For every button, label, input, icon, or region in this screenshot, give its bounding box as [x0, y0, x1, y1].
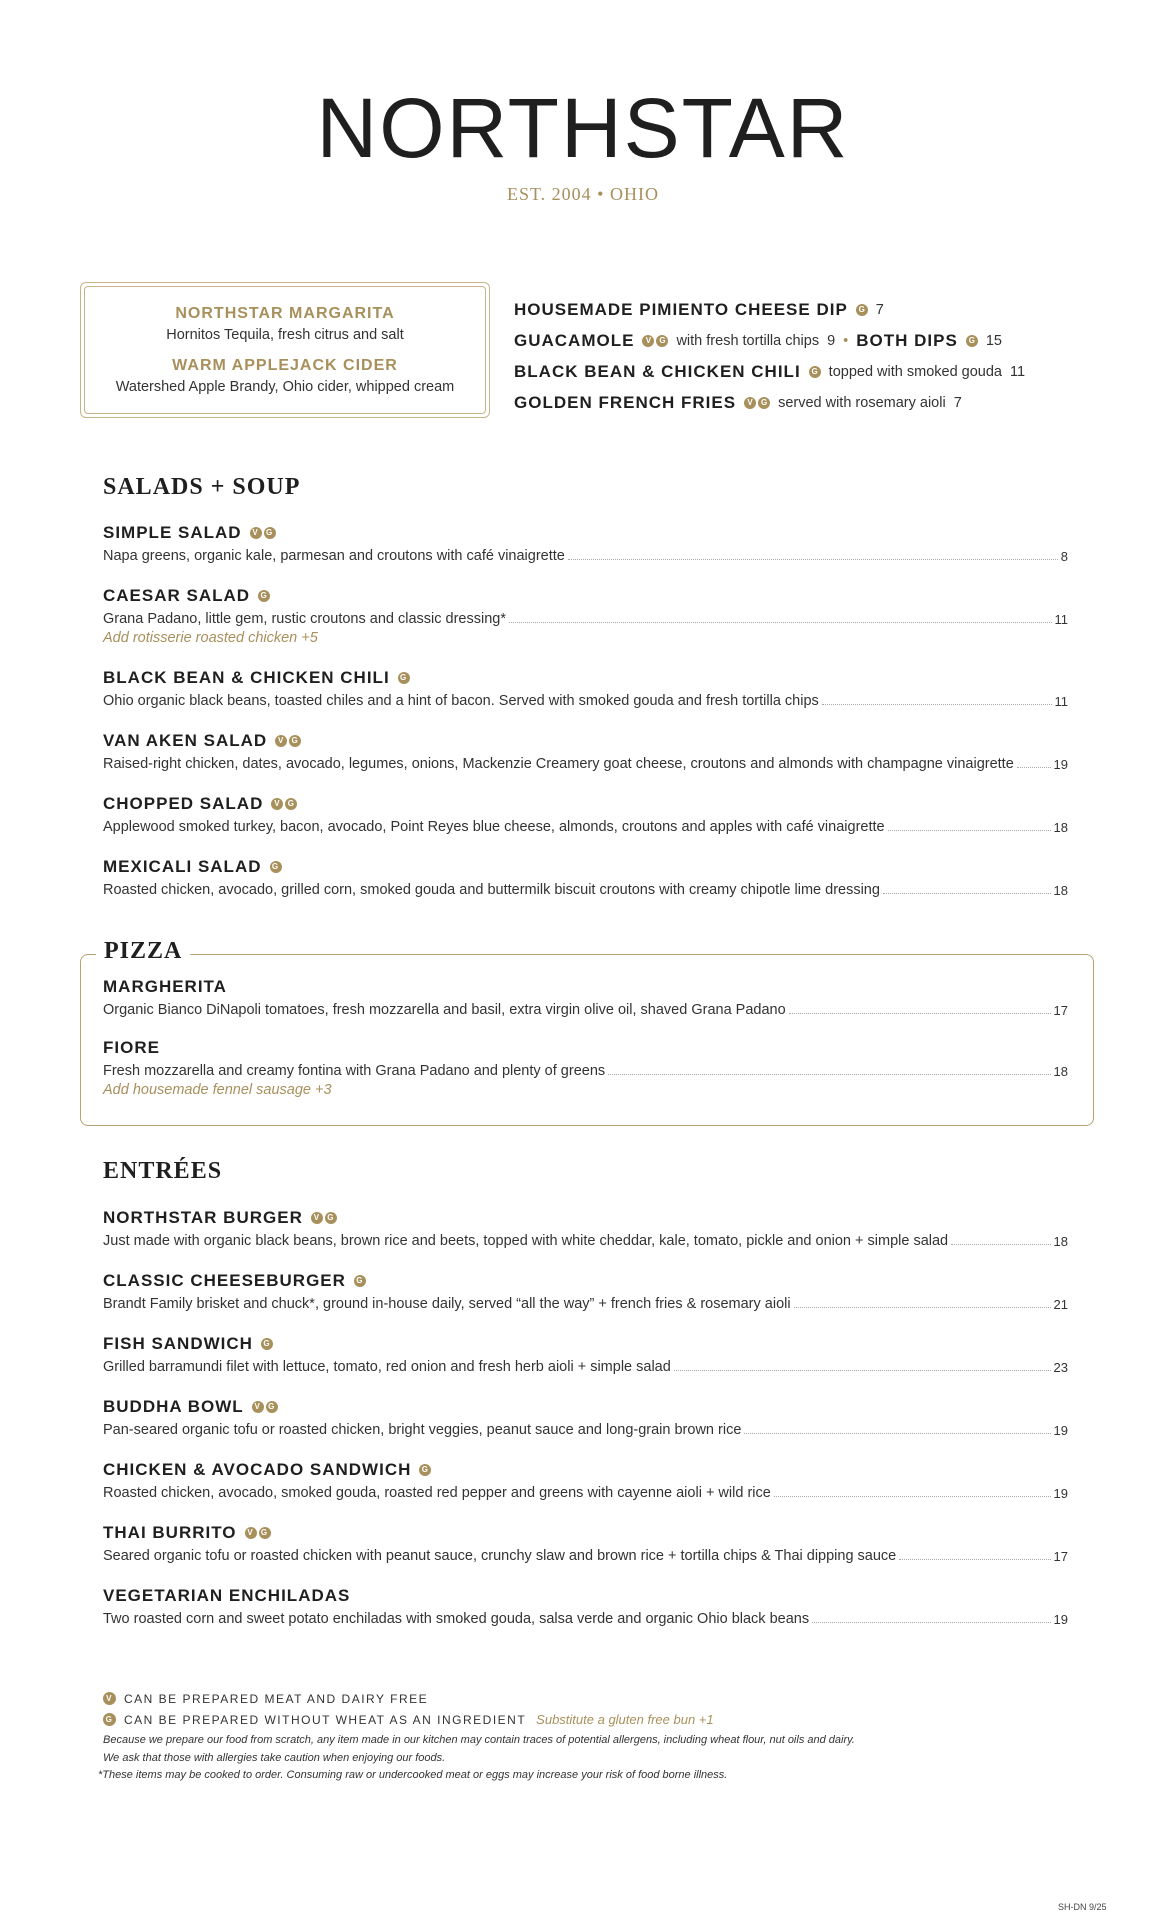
- gluten-free-badge-icon: G: [354, 1275, 366, 1287]
- disclaimer-line: *These items may be cooked to order. Consuming raw or undercooked meat or eggs may increase your risk of food borne illness.: [98, 1769, 728, 1781]
- menu-item-line: [103, 752, 1068, 772]
- menu-code: SH-DN 9/25: [1058, 1902, 1107, 1912]
- menu-item-title: VAN AKEN SALAD: [103, 731, 268, 750]
- diet-badges: [258, 590, 270, 602]
- menu-item-description: Just made with organic black beans, brown rice and beets, topped with white cheddar, kale, tomato, pickle and onion + simple salad: [103, 1233, 949, 1249]
- menu-item-price: 19: [1053, 1612, 1068, 1627]
- entrees-section-title: ENTRÉES: [103, 1158, 223, 1184]
- legend-v-label: CAN BE PREPARED MEAT AND DAIRY FREE: [124, 1691, 429, 1706]
- gluten-free-badge-icon: G: [398, 672, 410, 684]
- menu-item-title: BUDDHA BOWL: [103, 1397, 244, 1416]
- drink-description: Watershed Apple Brandy, Ohio cider, whipped cream: [115, 379, 455, 395]
- allergen-disclaimer: [98, 1732, 855, 1785]
- menu-item-name: [103, 585, 1068, 607]
- diet-badges: [856, 304, 868, 316]
- drink-name: NORTHSTAR MARGARITA: [175, 305, 395, 322]
- starter-description: with fresh tortilla chips: [676, 332, 820, 349]
- vegan-badge-icon: V: [245, 1527, 257, 1539]
- menu-item-name: [103, 1207, 1068, 1229]
- menu-item: [103, 730, 1068, 772]
- menu-item-description: Roasted chicken, avocado, smoked gouda, roasted red pepper and greens with cayenne aioli + wild rice: [103, 1485, 771, 1501]
- drink-item: [81, 305, 489, 343]
- menu-item-title: MEXICALI SALAD: [103, 857, 262, 876]
- menu-item-line: [103, 1544, 1068, 1564]
- menu-item-name: [103, 1396, 1068, 1418]
- menu-item-name: [103, 522, 1068, 544]
- gluten-free-badge-icon: G: [266, 1401, 278, 1413]
- menu-item-name: [103, 1459, 1068, 1481]
- gluten-free-badge-icon: G: [325, 1212, 337, 1224]
- vegan-badge-icon: V: [275, 735, 287, 747]
- starter-price: 9: [827, 332, 836, 349]
- menu-item-description: Grilled barramundi filet with lettuce, tomato, red onion and fresh herb aioli + simple salad: [103, 1359, 671, 1375]
- menu-item-price: 18: [1053, 820, 1068, 835]
- starter-description: served with rosemary aioli: [778, 394, 946, 411]
- starter-name: GOLDEN FRENCH FRIES: [514, 392, 737, 412]
- disclaimer-line: Because we prepare our food from scratch, any item made in our kitchen may contain traces of potential allergens, including wheat flour, nut oils and dairy.: [103, 1734, 855, 1746]
- gluten-free-badge-icon: G: [103, 1713, 116, 1726]
- drink-name: WARM APPLEJACK CIDER: [172, 357, 398, 374]
- menu-item-price: 21: [1053, 1297, 1068, 1312]
- menu-item-line: [103, 544, 1068, 564]
- menu-item-line: [103, 1418, 1068, 1438]
- disclaimer-line: We ask that those with allergies take caution when enjoying our foods.: [103, 1751, 446, 1764]
- pizza-section-title: PIZZA: [96, 938, 190, 965]
- gluten-free-badge-icon: G: [285, 798, 297, 810]
- diet-badges: [419, 1464, 431, 1476]
- menu-item: [103, 793, 1068, 835]
- menu-item-description: Applewood smoked turkey, bacon, avocado, Point Reyes blue cheese, almonds, croutons and apples with café vinaigrette: [103, 819, 885, 835]
- diet-badges: [809, 366, 821, 378]
- menu-item: [103, 667, 1068, 709]
- menu-item-price: 18: [1053, 883, 1068, 898]
- menu-item-description: Roasted chicken, avocado, grilled corn, smoked gouda and buttermilk biscuit croutons with creamy chipotle lime dressing: [103, 882, 880, 898]
- menu-item-title: NORTHSTAR BURGER: [103, 1208, 303, 1227]
- menu-item-price: 11: [1054, 612, 1068, 627]
- menu-item-price: 23: [1053, 1360, 1068, 1375]
- menu-item-line: [103, 1607, 1068, 1627]
- starter-name: HOUSEMADE PIMIENTO CHEESE DIP: [514, 299, 848, 319]
- gluten-free-badge-icon: G: [264, 527, 276, 539]
- menu-item: [103, 976, 1068, 1018]
- vegan-badge-icon: V: [744, 397, 756, 409]
- menu-item-name: [103, 1585, 1068, 1607]
- gluten-free-badge-icon: G: [656, 335, 668, 347]
- menu-item: [103, 1037, 1068, 1098]
- menu-item: [103, 1522, 1068, 1564]
- menu-item-description: Grana Padano, little gem, rustic croutons and classic dressing*: [103, 611, 506, 627]
- established-tagline: EST. 2004 • OHIO: [507, 184, 659, 204]
- dotted-leader: [888, 830, 1051, 831]
- vegan-badge-icon: V: [250, 527, 262, 539]
- gluten-free-badge-icon: G: [270, 861, 282, 873]
- legend-row-g: [103, 1709, 1103, 1730]
- salads-list: [103, 522, 1068, 919]
- dotted-leader: [774, 1496, 1051, 1497]
- separator-dot-icon: •: [843, 332, 849, 349]
- vegan-badge-icon: V: [311, 1212, 323, 1224]
- vegan-badge-icon: V: [103, 1692, 116, 1705]
- menu-item-price: 11: [1054, 694, 1068, 709]
- diet-badges: [744, 397, 770, 409]
- menu-item: [103, 1270, 1068, 1312]
- dotted-leader: [509, 622, 1052, 623]
- menu-item-title: CHICKEN & AVOCADO SANDWICH: [103, 1460, 412, 1479]
- menu-item-line: [103, 1059, 1068, 1079]
- gluten-free-badge-icon: G: [289, 735, 301, 747]
- diet-badges: [261, 1338, 273, 1350]
- menu-item-name: [103, 1270, 1068, 1292]
- menu-item-price: 17: [1053, 1003, 1068, 1018]
- menu-item-line: [103, 815, 1068, 835]
- vegan-badge-icon: V: [252, 1401, 264, 1413]
- menu-item-line: [103, 1355, 1068, 1375]
- diet-badges: [398, 672, 410, 684]
- legend-g-label: CAN BE PREPARED WITHOUT WHEAT AS AN INGREDIENT: [124, 1712, 527, 1727]
- menu-item-name: [103, 1037, 1068, 1059]
- menu-item-line: [103, 607, 1068, 627]
- diet-badges: [245, 1527, 271, 1539]
- gluten-free-badge-icon: G: [258, 590, 270, 602]
- menu-item-line: [103, 1481, 1068, 1501]
- salads-section-title: SALADS + SOUP: [103, 474, 301, 500]
- menu-item-title: BLACK BEAN & CHICKEN CHILI: [103, 668, 390, 687]
- menu-item-addon: Add housemade fennel sausage +3: [103, 1082, 332, 1098]
- menu-item-description: Raised-right chicken, dates, avocado, legumes, onions, Mackenzie Creamery goat cheese, croutons and almonds with champagne vinaigrette: [103, 756, 1014, 772]
- menu-item-price: 18: [1053, 1234, 1068, 1249]
- diet-badges: [271, 798, 297, 810]
- gluten-free-badge-icon: G: [261, 1338, 273, 1350]
- menu-item-name: [103, 856, 1068, 878]
- dotted-leader: [812, 1622, 1050, 1623]
- starters-list: [514, 294, 1114, 418]
- menu-item-description: Organic Bianco DiNapoli tomatoes, fresh mozzarella and basil, extra virgin olive oil, shaved Grana Padano: [103, 1002, 786, 1018]
- menu-item-line: [103, 998, 1068, 1018]
- menu-item-title: SIMPLE SALAD: [103, 523, 242, 542]
- dotted-leader: [789, 1013, 1051, 1014]
- dotted-leader: [1017, 767, 1051, 768]
- menu-item-price: 19: [1053, 1486, 1068, 1501]
- gluten-free-badge-icon: G: [856, 304, 868, 316]
- drinks-box: [80, 282, 490, 418]
- menu-item-line: [103, 878, 1068, 898]
- menu-item: [103, 1333, 1068, 1375]
- menu-item: [103, 522, 1068, 564]
- menu-item-price: 17: [1053, 1549, 1068, 1564]
- starter-name: GUACAMOLE: [514, 330, 635, 350]
- menu-item-price: 19: [1053, 1423, 1068, 1438]
- dotted-leader: [951, 1244, 1050, 1245]
- dietary-legend: [103, 1688, 1103, 1730]
- menu-item-name: [103, 976, 1068, 998]
- menu-item-name: [103, 793, 1068, 815]
- menu-item-description: Two roasted corn and sweet potato enchiladas with smoked gouda, salsa verde and organic Ohio black beans: [103, 1611, 810, 1627]
- vegan-badge-icon: V: [642, 335, 654, 347]
- starter-price: 7: [875, 301, 884, 318]
- starter-price: 11: [1010, 363, 1026, 380]
- gluten-free-badge-icon: G: [259, 1527, 271, 1539]
- menu-item-title: MARGHERITA: [103, 977, 227, 996]
- entrees-list: [103, 1207, 1068, 1648]
- menu-item-description: Seared organic tofu or roasted chicken with peanut sauce, crunchy slaw and brown rice + tortilla chips & Thai dipping sauce: [103, 1548, 897, 1564]
- menu-item-title: THAI BURRITO: [103, 1523, 237, 1542]
- menu-item-name: [103, 730, 1068, 752]
- menu-item-addon: Add rotisserie roasted chicken +5: [103, 630, 318, 646]
- menu-item-description: Napa greens, organic kale, parmesan and croutons with café vinaigrette: [103, 548, 565, 564]
- drink-item: [81, 357, 489, 395]
- menu-item: [103, 856, 1068, 898]
- dotted-leader: [899, 1559, 1050, 1560]
- menu-item-line: [103, 689, 1068, 709]
- dotted-leader: [744, 1433, 1050, 1434]
- menu-item-description: Fresh mozzarella and creamy fontina with Grana Padano and plenty of greens: [103, 1063, 606, 1079]
- menu-item-line: [103, 1229, 1068, 1249]
- starter-description: topped with smoked gouda: [828, 363, 1002, 380]
- dotted-leader: [822, 704, 1052, 705]
- menu-item-name: [103, 1333, 1068, 1355]
- menu-item-description: Pan-seared organic tofu or roasted chicken, bright veggies, peanut sauce and long-grain brown rice: [103, 1422, 742, 1438]
- menu-item-title: FIORE: [103, 1038, 160, 1057]
- dotted-leader: [794, 1307, 1051, 1308]
- gluten-free-badge-icon: G: [758, 397, 770, 409]
- menu-item: [103, 585, 1068, 646]
- gluten-free-badge-icon: G: [809, 366, 821, 378]
- gluten-free-badge-icon: G: [966, 335, 978, 347]
- menu-item-title: CLASSIC CHEESEBURGER: [103, 1271, 346, 1290]
- starter-name: BLACK BEAN & CHICKEN CHILI: [514, 361, 801, 381]
- restaurant-name: NORTHSTAR: [316, 81, 850, 175]
- starter-item: [514, 387, 1114, 418]
- menu-item-description: Brandt Family brisket and chuck*, ground in-house daily, served “all the way” + french fries & rosemary aioli: [103, 1296, 791, 1312]
- starter-item: [514, 356, 1114, 387]
- legend-row-v: [103, 1688, 1103, 1709]
- starter-price: 15: [985, 332, 1002, 349]
- dotted-leader: [674, 1370, 1051, 1371]
- diet-badges: [966, 335, 978, 347]
- vegan-badge-icon: V: [271, 798, 283, 810]
- diet-badges: [270, 861, 282, 873]
- gluten-free-badge-icon: G: [419, 1464, 431, 1476]
- diet-badges: [252, 1401, 278, 1413]
- starter-name: BOTH DIPS: [856, 330, 958, 350]
- menu-item-name: [103, 1522, 1068, 1544]
- menu-item-title: CHOPPED SALAD: [103, 794, 264, 813]
- diet-badges: [250, 527, 276, 539]
- menu-item-line: [103, 1292, 1068, 1312]
- menu-item: [103, 1207, 1068, 1249]
- diet-badges: [642, 335, 668, 347]
- diet-badges: [311, 1212, 337, 1224]
- menu-item-price: 19: [1053, 757, 1068, 772]
- starter-price: 7: [953, 394, 962, 411]
- menu-item-title: CAESAR SALAD: [103, 586, 251, 605]
- pizza-list: [103, 976, 1068, 1117]
- diet-badges: [275, 735, 301, 747]
- menu-item: [103, 1585, 1068, 1627]
- starter-item: [514, 325, 1114, 356]
- menu-item-name: [103, 667, 1068, 689]
- dotted-leader: [883, 893, 1051, 894]
- menu-item-title: FISH SANDWICH: [103, 1334, 253, 1353]
- diet-badges: [354, 1275, 366, 1287]
- dotted-leader: [608, 1074, 1050, 1075]
- dotted-leader: [568, 559, 1058, 560]
- starter-item: [514, 294, 1114, 325]
- menu-item-price: 8: [1060, 549, 1068, 564]
- menu-item: [103, 1459, 1068, 1501]
- menu-item-description: Ohio organic black beans, toasted chiles and a hint of bacon. Served with smoked gouda and fresh tortilla chips: [103, 693, 819, 709]
- gluten-free-substitution: Substitute a gluten free bun +1: [536, 1712, 714, 1727]
- menu-item-price: 18: [1053, 1064, 1068, 1079]
- menu-item-title: VEGETARIAN ENCHILADAS: [103, 1586, 351, 1605]
- drink-description: Hornitos Tequila, fresh citrus and salt: [166, 327, 404, 343]
- menu-item: [103, 1396, 1068, 1438]
